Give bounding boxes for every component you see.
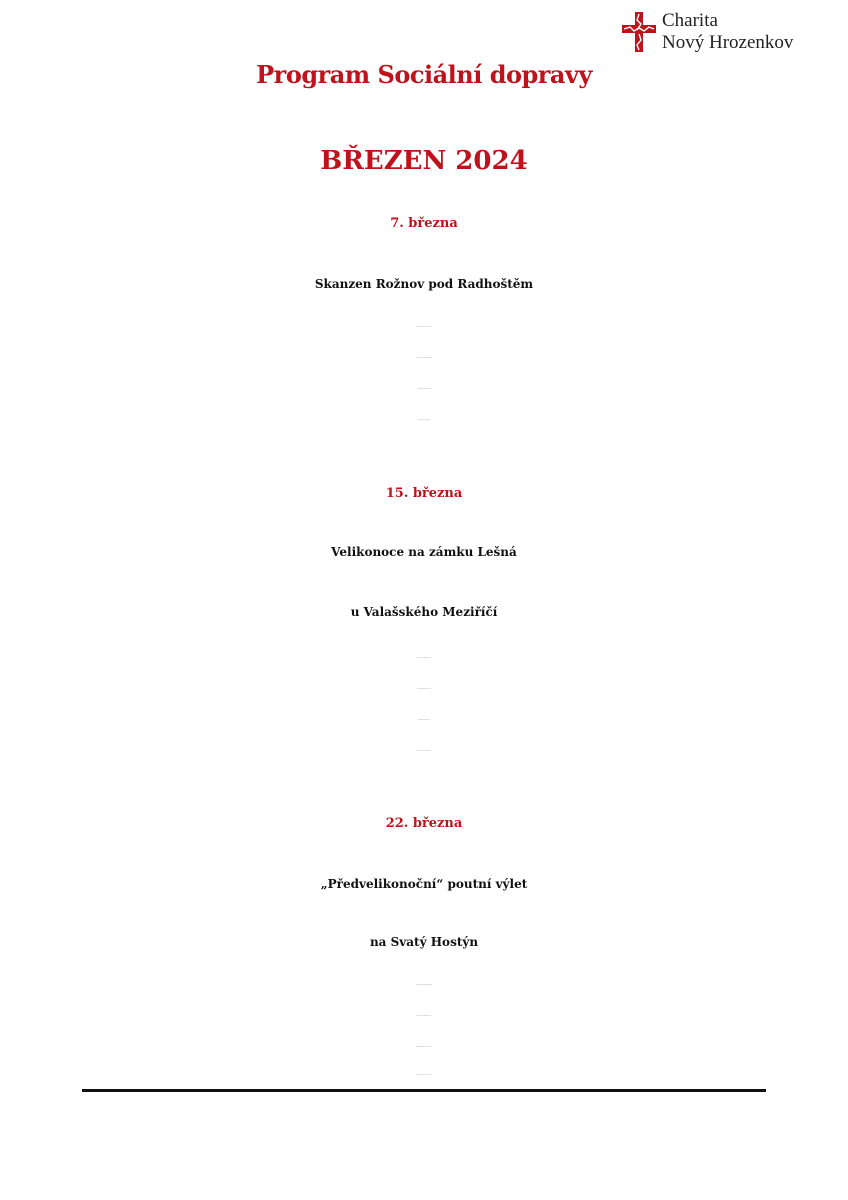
event-3-description-line [0, 1034, 848, 1061]
event-1-description-line [0, 345, 848, 372]
page-title: Program Sociální dopravy [256, 60, 592, 89]
event-2-description-line [0, 707, 848, 734]
event-3-description-line [0, 1062, 848, 1089]
logo-line-1: Charita [662, 10, 718, 31]
event-2-title-line: u Valašského Meziříčí [350, 605, 498, 619]
event-2-description-line [0, 738, 848, 765]
event-3-description-line [0, 1003, 848, 1030]
event-3-description-line [0, 972, 848, 999]
event-1-description-line [0, 407, 848, 434]
event-3-date: 22. března [385, 816, 463, 831]
event-2-date: 15. března [385, 486, 463, 501]
footer-stops-info [0, 1127, 848, 1157]
footer-slogan [0, 1161, 848, 1191]
event-1-description-line [0, 376, 848, 403]
event-1-title: Skanzen Rožnov pod Radhoštěm [314, 277, 534, 291]
event-1-description-line [0, 314, 848, 341]
event-2-title-line: Velikonoce na zámku Lešná [331, 545, 517, 559]
page-subtitle-month: BŘEZEN 2024 [320, 146, 528, 176]
event-2-description-line [0, 676, 848, 703]
event-3-title-line: „Předvelikonoční“ poutní výlet [320, 877, 528, 891]
logo-line-2: Nový Hrozenkov [662, 32, 794, 53]
event-3-title-line: na Svatý Hostýn [369, 935, 479, 949]
event-1-date: 7. března [390, 216, 458, 231]
event-2-description-line [0, 645, 848, 672]
divider-line [82, 1089, 766, 1092]
footer-contact-info [0, 1093, 848, 1123]
